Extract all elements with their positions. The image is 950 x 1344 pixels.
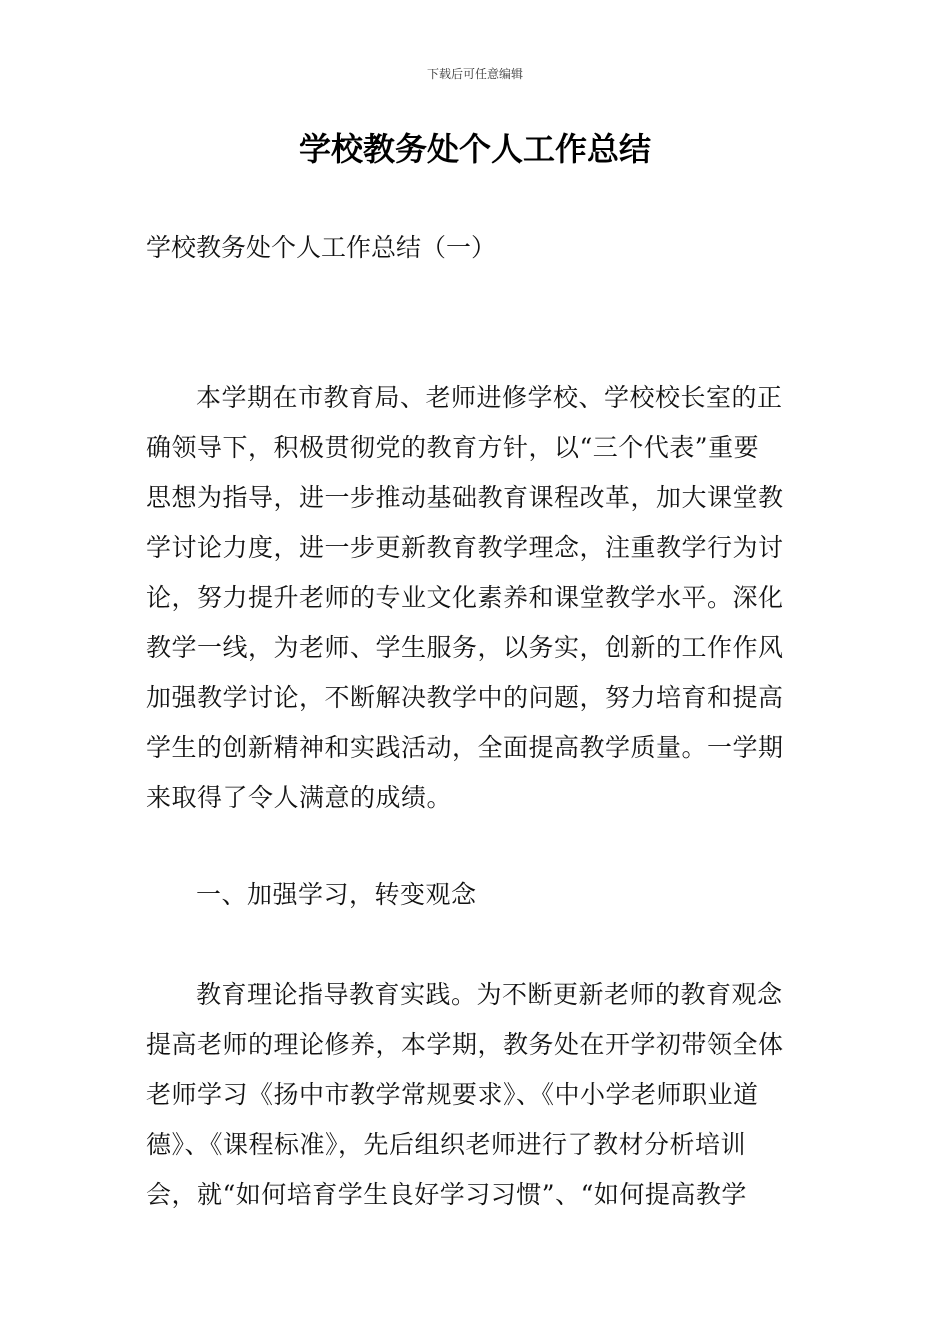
paragraph-line: 学生的创新精神和实践活动，全面提高教学质量。一学期 [146, 733, 784, 762]
paragraph-line: 来取得了令人满意的成绩。 [146, 783, 453, 812]
paragraph-intro [146, 373, 806, 823]
paragraph-line: 本学期在市教育局、老师进修学校、学校校长室的正 [196, 383, 783, 412]
paragraph-line: 确领导下，积极贯彻党的教育方针，以“三个代表”重要 [146, 433, 760, 462]
paragraph-line: 学讨论力度，进一步更新教育教学理念，注重教学行为讨 [146, 533, 784, 562]
document-subtitle: 学校教务处个人工作总结（一） [146, 233, 497, 262]
paragraph-line: 会，就“如何培育学生良好学习习惯”、“如何提高教学 [146, 1180, 747, 1209]
paragraph-line: 老师学习《扬中市教学常规要求》、《中小学老师职业道 [146, 1080, 759, 1109]
paragraph-line: 思想为指导，进一步推动基础教育课程改革，加大课堂教 [146, 483, 784, 512]
paragraph-line: 提高老师的理论修养，本学期，教务处在开学初带领全体 [146, 1030, 784, 1059]
section-heading [146, 870, 806, 920]
paragraph-line: 教育理论指导教育实践。为不断更新老师的教育观念 [196, 980, 783, 1009]
paragraph-line: 论，努力提升老师的专业文化素养和课堂教学水平。深化 [146, 583, 784, 612]
paragraph-line: 加强教学讨论，不断解决教学中的问题，努力培育和提高 [146, 683, 784, 712]
paragraph-theory [146, 970, 806, 1220]
header-note: 下载后可任意编辑 [426, 67, 523, 81]
paragraph-line: 教学一线，为老师、学生服务，以务实，创新的工作作风 [146, 633, 784, 662]
section-heading-text: 一、加强学习，转变观念 [196, 880, 477, 909]
paragraph-line: 德》、《课程标准》，先后组织老师进行了教材分析培训 [146, 1130, 747, 1159]
document-title: 学校教务处个人工作总结 [298, 130, 651, 168]
